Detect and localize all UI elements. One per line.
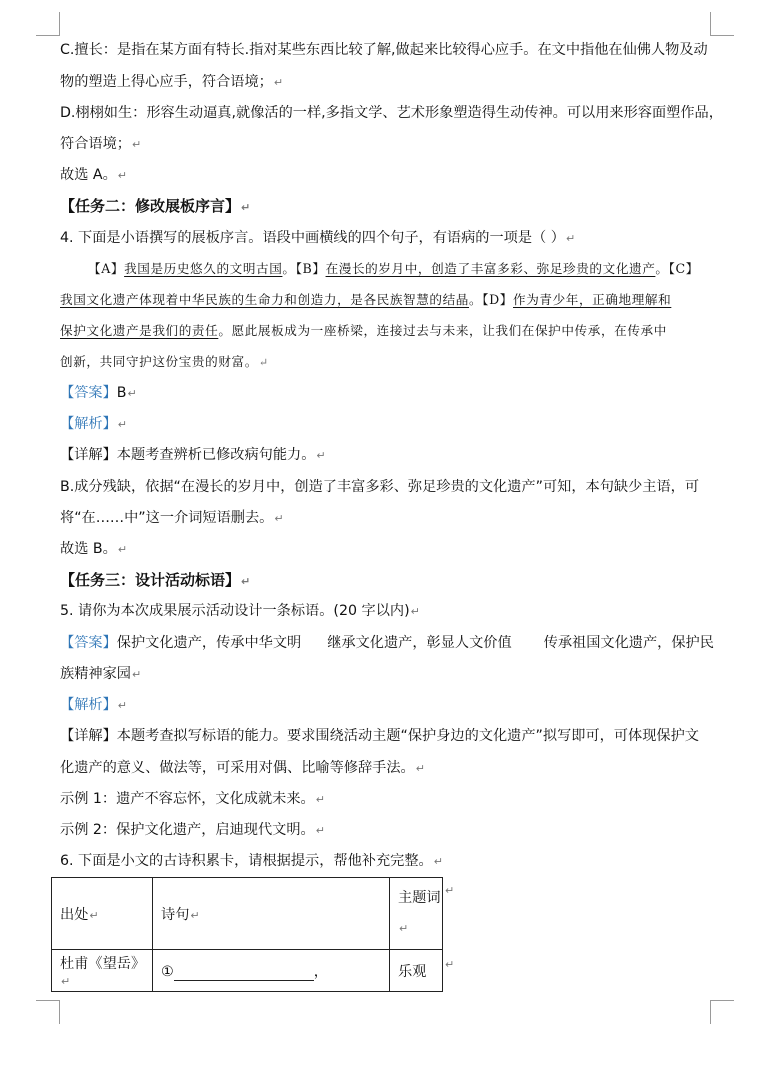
crop-mark (36, 1000, 60, 1001)
answer-5-line-2: 族精神家园↵ (60, 666, 142, 682)
option-c-line-1: C.擅长：是指在某方面有特长.指对某些东西比较了解,做起来比较得心应手。在文中指他在仙佛人物及动 (60, 42, 708, 58)
explanation-b-line-1: B.成分残缺，依据“在漫长的岁月中，创造了丰富多彩、弥足珍贵的文化遗产”可知，本句缺少主语，可 (60, 479, 700, 495)
detail-5-line-1: 【详解】本题考查拟写标语的能力。要求围绕活动主题“保护身边的文化遗产”拟写即可，可体现保护文 (60, 728, 699, 744)
detail-4: 【详解】本题考查辨析已修改病句能力。↵ (60, 447, 326, 463)
crop-mark (710, 12, 711, 36)
passage-line-4: 创新，共同守护这份宝贵的财富。↵ (60, 354, 269, 369)
cell-theme: 乐观 (390, 950, 443, 992)
poem-card-table (51, 877, 443, 992)
crop-mark (710, 35, 734, 36)
task2-heading: 【任务二：修改展板序言】↵ (60, 197, 251, 215)
example-1: 示例 1：遗产不容忘怀，文化成就未来。↵ (60, 791, 325, 807)
analysis-4: 【解析】↵ (60, 416, 127, 432)
table-header-row (52, 878, 443, 950)
question-4: 4. 下面是小语撰写的展板序言。语段中画横线的四个句子，有语病的一项是（ ）↵ (60, 230, 576, 246)
answer-4: 【答案】B↵ (60, 385, 137, 401)
crop-mark (59, 12, 60, 36)
question-5: 5. 请你为本次成果展示活动设计一条标语。(20 字以内)↵ (60, 603, 420, 619)
passage-line-3: 保护文化遗产是我们的责任。愿此展板成为一座桥梁，连接过去与未来，让我们在保护中传承，在传承中 (60, 323, 667, 338)
row-end-mark: ↵ (445, 958, 455, 971)
question-6: 6. 下面是小文的古诗积累卡，请根据提示，帮他补充完整。↵ (60, 853, 443, 869)
header-source: 出处↵ (52, 878, 153, 950)
answer-5-line-1: 【答案】保护文化遗产，传承中华文明 继承文化遗产，彰显人文价值 传承祖国文化遗产，保护民 (60, 635, 714, 651)
crop-mark (710, 1000, 734, 1001)
cell-verse: ① ， (153, 950, 390, 992)
answer-choice-3: 故选 A。↵ (60, 167, 127, 183)
option-c-line-2: 物的塑造上得心应手，符合语境；↵ (60, 74, 284, 90)
header-verse: 诗句↵ (153, 878, 390, 950)
option-d-line-1: D.栩栩如生：形容生动逼真,就像活的一样,多指文学、艺术形象塑造得生动传神。可以用来形容面塑作品， (60, 105, 723, 121)
cell-source: 杜甫《望岳》↵ (52, 950, 153, 992)
passage-line-1: 【A】我国是历史悠久的文明古国。【B】在漫长的岁月中，创造了丰富多彩、弥足珍贵的文化遗产。【C】 (88, 261, 699, 276)
example-2: 示例 2：保护文化遗产，启迪现代文明。↵ (60, 822, 325, 838)
answer-choice-4: 故选 B。↵ (60, 541, 128, 557)
row-end-mark: ↵ (445, 884, 455, 897)
option-d-line-2: 符合语境；↵ (60, 136, 142, 152)
crop-mark (710, 1000, 711, 1024)
analysis-5: 【解析】↵ (60, 697, 127, 713)
passage-line-2: 我国文化遗产体现着中华民族的生命力和创造力，是各民族智慧的结晶。【D】作为青少年，正确地理解和 (60, 292, 672, 307)
crop-mark (59, 1000, 60, 1024)
detail-5-line-2: 化遗产的意义、做法等，可采用对偶、比喻等修辞手法。↵ (60, 760, 425, 776)
explanation-b-line-2: 将“在……中”这一介词短语删去。↵ (60, 510, 284, 526)
verse-blank[interactable] (174, 965, 314, 981)
header-theme: 主题词↵ (390, 878, 443, 950)
task3-heading: 【任务三：设计活动标语】↵ (60, 571, 251, 589)
crop-mark (36, 35, 60, 36)
table-row (52, 950, 443, 992)
